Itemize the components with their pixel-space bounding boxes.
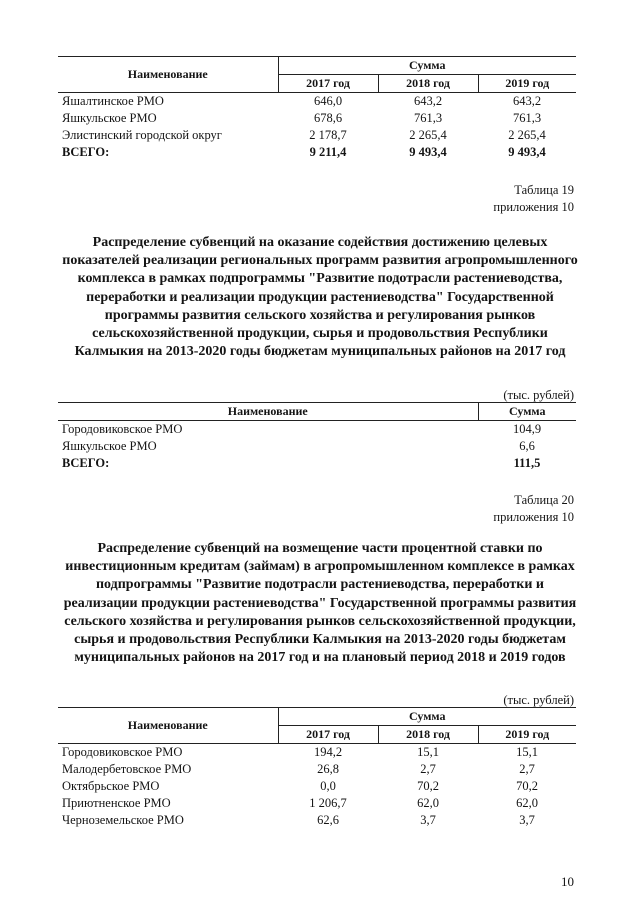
table-row (58, 744, 576, 762)
row-value: 26,8 (317, 762, 339, 776)
column-header-year: 2019 год (478, 726, 576, 744)
row-value: 2 265,4 (409, 128, 447, 142)
column-header-name: Наименование (227, 404, 308, 418)
row-value: 0,0 (320, 779, 336, 793)
row-value: 70,2 (417, 779, 439, 793)
table-row (58, 421, 576, 439)
table-row (58, 761, 576, 778)
column-header-sum: Сумма (278, 57, 576, 75)
row-name: Приютненское РМО (62, 796, 171, 810)
table-20 (58, 707, 576, 829)
units-label: (тыс. рублей) (503, 388, 574, 402)
table-row (58, 778, 576, 795)
table-row (58, 127, 576, 144)
total-value: 9 211,4 (309, 145, 347, 159)
row-value: 15,1 (417, 745, 439, 759)
row-value: 104,9 (512, 422, 542, 436)
row-value: 643,2 (512, 94, 542, 108)
total-label: ВСЕГО: (62, 145, 110, 159)
total-label: ВСЕГО: (62, 456, 110, 470)
total-row (58, 455, 576, 472)
column-header-sum: Сумма (478, 403, 576, 421)
row-value: 6,6 (519, 439, 535, 453)
page-number: 10 (561, 874, 574, 889)
row-value: 2,7 (420, 762, 436, 776)
total-value: 111,5 (513, 456, 541, 470)
table-reference (493, 182, 574, 216)
row-value: 678,6 (313, 111, 343, 125)
row-name: Городовиковское РМО (62, 745, 183, 759)
row-value: 2 178,7 (309, 128, 347, 142)
row-value: 62,0 (516, 796, 538, 810)
row-name: Элистинский городской округ (62, 128, 222, 142)
total-value: 9 493,4 (508, 145, 546, 159)
appendix-reference: приложения 10 (493, 200, 574, 214)
column-header-year: 2018 год (378, 726, 478, 744)
column-header-year: 2018 год (378, 75, 478, 93)
row-name: Черноземельское РМО (62, 813, 184, 827)
row-value: 1 206,7 (309, 796, 347, 810)
column-header-name: Наименование (58, 708, 278, 744)
table-number: Таблица 20 (514, 493, 574, 507)
row-value: 643,2 (413, 94, 443, 108)
row-value: 15,1 (516, 745, 538, 759)
table-row (58, 438, 576, 455)
total-value: 9 493,4 (409, 145, 447, 159)
table-reference (493, 492, 574, 526)
units-label: (тыс. рублей) (503, 693, 574, 707)
column-header-year: 2019 год (478, 75, 576, 93)
table-title: Распределение субвенций на возмещение части процентной ставки по инвестиционным кредитам (займам) в агропромышленном комплексе в рамках подпрограммы "Развитие подотрасли растениеводства, переработки и реализации продукции растениеводства" Государственной программы развития сельского хозяйства и регулирования рынков сельскохозяйственной продукции, сырья и продовольствия Республики Калмыкия на 2013-2020 годы бюджетам муниципальных районов на 2017 год и на плановый период 2018 и 2019 годов (63, 541, 577, 666)
row-value: 70,2 (516, 779, 538, 793)
row-value: 646,0 (313, 94, 343, 108)
column-header-sum: Сумма (278, 708, 576, 726)
row-value: 62,0 (417, 796, 439, 810)
row-name: Городовиковское РМО (62, 422, 183, 436)
total-row (58, 144, 576, 161)
row-name: Яшалтинское РМО (62, 94, 164, 108)
table-number: Таблица 19 (514, 183, 574, 197)
appendix-reference: приложения 10 (493, 510, 574, 524)
row-value: 761,3 (413, 111, 443, 125)
table-row (58, 93, 576, 111)
column-header-year: 2017 год (278, 75, 378, 93)
row-value: 3,7 (420, 813, 436, 827)
column-header-year: 2017 год (278, 726, 378, 744)
row-value: 2,7 (519, 762, 535, 776)
row-value: 62,6 (317, 813, 339, 827)
table-row (58, 110, 576, 127)
row-value: 3,7 (519, 813, 535, 827)
row-value: 761,3 (512, 111, 542, 125)
table-continuation (58, 56, 576, 161)
table-row (58, 795, 576, 812)
row-name: Яшкульское РМО (62, 439, 157, 453)
row-name: Октябрьское РМО (62, 779, 160, 793)
column-header-name: Наименование (58, 57, 278, 93)
row-value: 194,2 (313, 745, 343, 759)
table-row (58, 812, 576, 829)
row-name: Яшкульское РМО (62, 111, 157, 125)
row-value: 2 265,4 (508, 128, 546, 142)
row-name: Малодербетовское РМО (62, 762, 192, 776)
table-19 (58, 402, 576, 472)
table-title: Распределение субвенций на оказание содействия достижению целевых показателей реализации региональных программ развития агропромышленного комплекса в рамках подпрограммы "Развитие подотрасли растениеводства, переработки и реализации продукции растениеводства" Государственной программы развития сельского хозяйства и регулирования рынков сельскохозяйственной продукции, сырья и продовольствия Республики Калмыкия на 2013-2020 годы бюджетам муниципальных районов на 2017 год (62, 235, 578, 360)
